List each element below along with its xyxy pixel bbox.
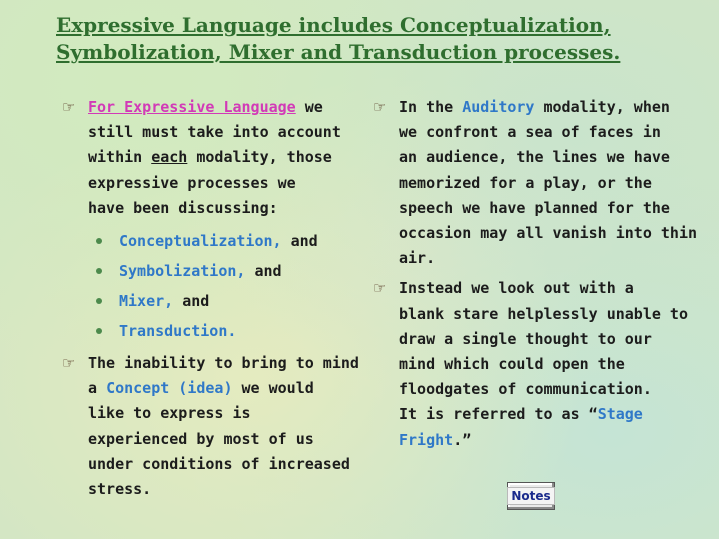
left-p2-line-5: under conditions of increased xyxy=(88,454,350,473)
right-p1-text: In the xyxy=(399,98,463,116)
process-term: Conceptualization, xyxy=(119,232,282,251)
dot-icon xyxy=(96,298,102,304)
right-p1-line-2: we confront a sea of faces in xyxy=(399,123,661,142)
list-item-text: and xyxy=(281,232,318,251)
left-p1-line-5: have been discussing: xyxy=(88,198,278,217)
list-item xyxy=(88,316,362,346)
right-paragraph-1 xyxy=(373,95,703,271)
left-p1-line-1 xyxy=(88,95,362,120)
right-p2-line-2: blank stare helplessly unable to xyxy=(399,304,688,323)
emphasis-each: each xyxy=(151,148,188,167)
expressive-language-link[interactable]: For Expressive Language xyxy=(88,98,296,116)
slide-title xyxy=(56,12,656,66)
list-item xyxy=(88,256,362,286)
list-item xyxy=(88,286,362,316)
left-column xyxy=(62,95,362,502)
slide-title-line-2: Symbolization, Mixer and Transduction processes. xyxy=(56,40,621,64)
stage-fright-term: Stage xyxy=(597,405,643,424)
left-p2-text: we would xyxy=(232,379,314,398)
left-p1-text: modality, those xyxy=(187,148,332,167)
list-item xyxy=(88,226,362,256)
notes-button[interactable] xyxy=(507,482,555,510)
notes-button-label: Notes xyxy=(507,487,554,505)
right-p1-line-1 xyxy=(399,95,703,120)
right-p1-line-4: memorized for a play, or the xyxy=(399,173,652,192)
right-p2-line-5: floodgates of communication. xyxy=(399,380,652,399)
right-p2-line-1: Instead we look out with a xyxy=(399,279,634,298)
pointing-hand-icon: ☞ xyxy=(62,98,76,116)
auditory-term: Auditory xyxy=(462,98,535,116)
left-p2-line-2 xyxy=(88,376,362,401)
right-p2-line-7 xyxy=(399,428,703,453)
list-item-text: and xyxy=(173,292,210,311)
right-p1-line-3: an audience, the lines we have xyxy=(399,148,670,167)
left-p1-line-4: expressive processes we xyxy=(88,173,296,192)
slide-title-line-1: Expressive Language includes Conceptualization, xyxy=(56,13,611,37)
left-paragraph-2 xyxy=(62,351,362,502)
right-column xyxy=(373,95,703,453)
right-p1-line-5: speech we have planned for the xyxy=(399,198,670,217)
left-p1-text: within xyxy=(88,148,152,167)
process-term: Symbolization, xyxy=(119,262,246,281)
process-list xyxy=(62,226,362,346)
left-p1-line-2: still must take into account xyxy=(88,123,341,142)
process-term: Mixer, xyxy=(119,292,174,311)
right-p1-line-6: occasion may all vanish into thin xyxy=(399,224,698,243)
left-paragraph-1 xyxy=(62,95,362,221)
pointing-hand-icon: ☞ xyxy=(373,279,387,298)
process-term: Transduction. xyxy=(119,322,237,341)
stage-fright-term: Fright xyxy=(399,430,454,449)
dot-icon xyxy=(96,238,102,244)
right-p2-text: .” xyxy=(453,430,472,449)
left-p1-line-3 xyxy=(88,145,362,170)
pointing-hand-icon: ☞ xyxy=(373,98,387,116)
right-p1-text: modality, when xyxy=(534,98,670,116)
left-p2-line-4: experienced by most of us xyxy=(88,429,314,448)
list-item-text: and xyxy=(245,262,282,281)
right-p2-line-4: mind which could open the xyxy=(399,355,625,374)
concept-term: Concept (idea) xyxy=(106,379,233,398)
pointing-hand-icon: ☞ xyxy=(62,354,76,373)
dot-icon xyxy=(96,328,102,334)
left-p1-text: we xyxy=(295,98,323,116)
right-p2-line-3: draw a single thought to our xyxy=(399,329,652,348)
left-p2-text: a xyxy=(88,379,107,398)
right-p1-line-7: air. xyxy=(399,249,436,268)
dot-icon xyxy=(96,268,102,274)
left-p2-line-3: like to express is xyxy=(88,404,251,423)
right-paragraph-2 xyxy=(373,276,703,452)
right-p2-line-6 xyxy=(399,402,703,427)
left-p2-line-1: The inability to bring to mind xyxy=(88,354,359,373)
right-p2-text: It is referred to as “ xyxy=(399,405,598,424)
left-p2-line-6: stress. xyxy=(88,480,152,499)
